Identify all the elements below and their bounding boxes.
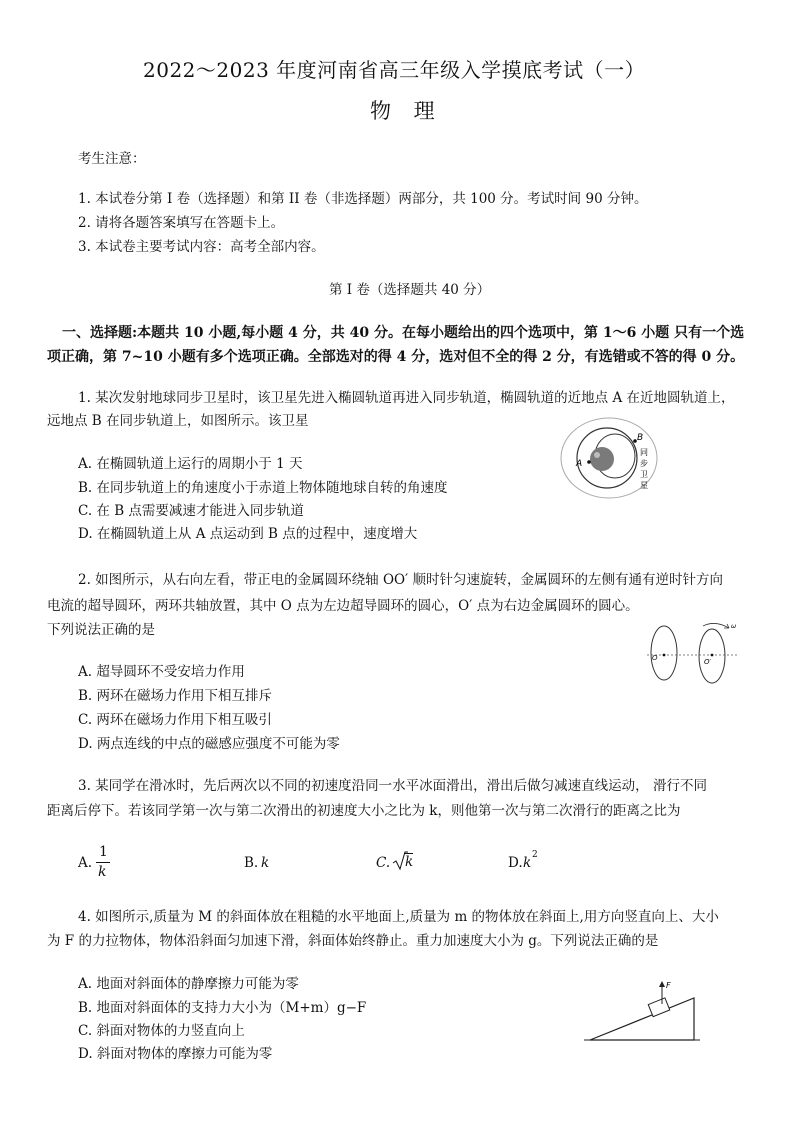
q3-fraction-bar (96, 862, 110, 863)
superconducting-ring (651, 626, 677, 680)
notice-item-3: 3. 本试卷主要考试内容：高考全部内容。 (78, 239, 325, 255)
q1-option-a: A. 在椭圆轨道上运行的周期小于 1 天 (78, 456, 303, 472)
q3-option-d-label: D. (508, 855, 523, 871)
part1-heading: 第 I 卷（选择题共 40 分） (329, 282, 491, 298)
q1-orbit-figure (558, 414, 668, 500)
q3-option-a-numerator: 1 (99, 844, 108, 860)
label-a: A (576, 459, 583, 469)
point-o (663, 654, 666, 657)
part1-instruction-line2: 项正确，第 7~10 小题有多个选项正确。全部选对的得 4 分，选对但不全的得 2 分，有选错或不答的得 0 分。 (47, 349, 745, 365)
q3-option-b-label: B. (244, 855, 259, 871)
q4-option-b: B. 地面对斜面体的支持力大小为（M+m）g−F (78, 1000, 367, 1016)
q3-option-d-exponent: 2 (532, 850, 538, 860)
label-b: B (637, 433, 644, 443)
q4-incline-figure (584, 976, 702, 1046)
q3-option-a-label: A. (78, 855, 93, 871)
point-o-prime (711, 654, 714, 657)
q4-option-d: D. 斜面对物体的摩擦力可能为零 (78, 1046, 273, 1062)
q2-rings-figure (645, 618, 740, 688)
q4-option-a: A. 地面对斜面体的静摩擦力可能为零 (78, 976, 299, 992)
incline-block (590, 998, 694, 1040)
earth-highlight (594, 452, 600, 458)
q2-stem-line2: 电流的超导圆环，两环共轴放置，其中 O 点为左边超导圆环的圆心，O′ 点为右边金属圆环的圆心。 (47, 598, 639, 614)
orbit-label-1: 同 (640, 448, 648, 457)
part1-instruction-line1: 一、选择题:本题共 10 小题,每小题 4 分，共 40 分。在每小题给出的四个选项中，第 1～6 小题 只有一个选 (62, 325, 745, 341)
notice-item-1: 1. 本试卷分第 I 卷（选择题）和第 II 卷（非选择题）两部分，共 100 分。考试时间 90 分钟。 (78, 191, 648, 207)
q3-option-d-base: k (523, 855, 532, 871)
exam-title: 2022～2023 年度河南省高三年级入学摸底考试（一） (143, 58, 646, 82)
q3-option-c-value: k (405, 854, 414, 870)
label-o: O (652, 654, 658, 662)
rotation-arrow-icon (703, 623, 729, 628)
q2-option-b: B. 两环在磁场力作用下相互排斥 (78, 688, 273, 704)
q3-stem-line2: 距离后停下。若该同学第一次与第二次滑出的初速度大小之比为 k，则他第一次与第二次滑行的距离之比为 (47, 803, 681, 819)
label-o-prime: O′ (704, 658, 712, 666)
q2-option-c: C. 两环在磁场力作用下相互吸引 (78, 712, 272, 728)
q4-stem-line2: 为 F 的力拉物体，物体沿斜面匀加速下滑，斜面体始终静止。重力加速度大小为 g。下列说法正确的是 (47, 933, 659, 949)
orbit-label-4: 星 (640, 481, 648, 490)
q2-stem-line3: 下列说法正确的是 (47, 622, 155, 638)
orbit-label-3: 卫 (640, 470, 648, 479)
q3-option-b-value: k (261, 855, 270, 871)
orbit-label-2: 步 (640, 459, 648, 468)
q3-stem-line1: 3. 某同学在滑冰时，先后两次以不同的初速度沿同一水平冰面滑出，滑出后做匀减速直线运动， 滑行不同 (78, 778, 707, 794)
q3-option-c-label: C. (376, 855, 391, 871)
q1-stem-line1: 1. 某次发射地球同步卫星时，该卫星先进入椭圆轨道再进入同步轨道，椭圆轨道的近地点 A 在近地圆轨道上， (78, 390, 735, 406)
q4-stem-line1: 4. 如图所示,质量为 M 的斜面体放在粗糙的水平地面上,质量为 m 的物体放在斜面上,用方向竖直向上、大小 (78, 909, 719, 925)
label-omega: ω (731, 623, 737, 630)
subject-title: 物 理 (370, 99, 443, 123)
q1-stem-line2: 远地点 B 在同步轨道上，如图所示。该卫星 (47, 413, 309, 429)
q1-option-c: C. 在 B 点需要减速才能进入同步轨道 (78, 503, 304, 519)
notice-item-2: 2. 请将各题答案填写在答题卡上。 (78, 215, 285, 231)
q2-stem-line1: 2. 如图所示，从右向左看，带正电的金属圆环绕轴 OO′ 顺时针匀速旋转，金属圆环的左侧有通有逆时针方向 (78, 572, 723, 588)
object-block (648, 998, 670, 1017)
point-a (587, 460, 591, 464)
q1-option-d: D. 在椭圆轨道上从 A 点运动到 B 点的过程中，速度增大 (78, 526, 418, 542)
force-arrowhead-icon (659, 981, 665, 987)
earth-icon (590, 447, 614, 471)
notice-heading: 考生注意： (78, 151, 146, 167)
q4-option-c: C. 斜面对物体的力竖直向上 (78, 1023, 245, 1039)
label-f: F (666, 981, 671, 990)
q2-option-d: D. 两点连线的中点的磁感应强度不可能为零 (78, 736, 340, 752)
q2-option-a: A. 超导圆环不受安培力作用 (78, 664, 245, 680)
q1-option-b: B. 在同步轨道上的角速度小于赤道上物体随地球自转的角速度 (78, 480, 448, 496)
q3-option-a-denominator: k (98, 864, 107, 880)
